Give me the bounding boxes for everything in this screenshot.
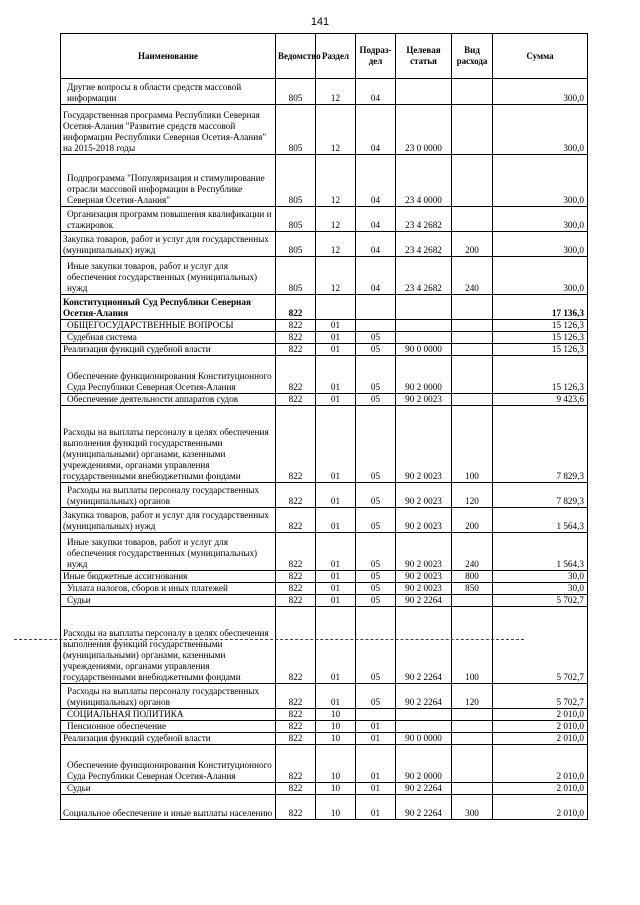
row-subsection: 05 [356,483,396,508]
row-expense-type: 100 [452,607,493,684]
header-dept: Ведомство [276,34,316,79]
table-row [61,105,588,155]
row-subsection: 05 [356,607,396,684]
header-section: Раздел [316,34,356,79]
row-section: 10 [316,733,356,745]
row-dept: 822 [276,783,316,795]
row-article [396,721,452,733]
row-article: 90 2 0023 [396,508,452,533]
header-article: Целевая статья [396,34,452,79]
table-row [61,155,588,207]
row-sum: 300,0 [493,105,588,155]
row-expense-type [452,295,493,320]
row-article [396,79,452,105]
row-dept: 805 [276,105,316,155]
row-article: 90 2 0023 [396,583,452,595]
table-row [61,356,588,394]
row-name: Государственная программа Республики Северная Осетия-Алания "Развитие средств массовой информации Республики Северная Осетия-Алания" на 2015-2018 годы [61,105,276,155]
row-name: Организация программ повышения квалификации и стажировок [61,207,276,232]
row-section: 10 [316,709,356,721]
row-subsection: 01 [356,745,396,783]
row-article [396,295,452,320]
table-row [61,295,588,320]
row-section: 01 [316,583,356,595]
row-section: 01 [316,320,356,332]
row-dept: 822 [276,344,316,356]
row-name: Расходы на выплаты персоналу в целях обеспечения выполнения функций государственными (муниципальными) органами, казенными учреждениями, органами управления государственными внебюджетными фондами [61,607,276,684]
row-name: Иные закупки товаров, работ и услуг для обеспечения государственных (муниципальных) нужд [61,257,276,295]
row-article: 23 4 2682 [396,257,452,295]
row-dept: 822 [276,295,316,320]
row-dept: 822 [276,733,316,745]
row-section: 10 [316,795,356,820]
row-article: 90 2 0023 [396,533,452,571]
row-sum: 2 010,0 [493,709,588,721]
table-row [61,320,588,332]
row-name: СОЦИАЛЬНАЯ ПОЛИТИКА [61,709,276,721]
row-article: 90 2 0023 [396,394,452,406]
row-article: 90 2 2264 [396,595,452,607]
row-sum: 2 010,0 [493,745,588,783]
row-section: 12 [316,232,356,257]
header-sum: Сумма [493,34,588,79]
row-section: 12 [316,257,356,295]
table-row [61,207,588,232]
table-row [61,483,588,508]
row-article [396,709,452,721]
table-row [61,721,588,733]
row-section: 10 [316,783,356,795]
row-dept: 822 [276,595,316,607]
row-name: Обеспечение функционирования Конституционного Суда Республики Северная Осетия-Алания [61,356,276,394]
table-row [61,394,588,406]
row-sum: 300,0 [493,257,588,295]
row-sum: 2 010,0 [493,721,588,733]
row-sum: 15 126,3 [493,320,588,332]
row-name: Реализация функций судебной власти [61,344,276,356]
row-expense-type [452,356,493,394]
row-section: 01 [316,483,356,508]
row-expense-type: 120 [452,684,493,709]
row-subsection: 01 [356,795,396,820]
row-sum: 2 010,0 [493,795,588,820]
table-row [61,795,588,820]
row-name: Закупка товаров, работ и услуг для государственных (муниципальных) нужд [61,508,276,533]
row-section: 12 [316,105,356,155]
row-dept: 805 [276,207,316,232]
row-name: Конституционный Суд Республики Северная Осетия-Алания [61,295,276,320]
row-section: 01 [316,607,356,684]
row-article: 23 4 2682 [396,207,452,232]
row-subsection: 04 [356,79,396,105]
table-row [61,332,588,344]
row-name: Социальное обеспечение и иные выплаты населению [61,795,276,820]
row-expense-type [452,79,493,105]
row-dept: 822 [276,483,316,508]
row-article: 90 0 0000 [396,344,452,356]
row-section: 01 [316,533,356,571]
budget-table [60,33,588,820]
row-sum: 9 423,6 [493,394,588,406]
header-expense-type: Вид расхода [452,34,493,79]
row-expense-type [452,709,493,721]
table-row [61,508,588,533]
row-expense-type [452,155,493,207]
table-row [61,571,588,583]
row-article [396,332,452,344]
row-dept: 822 [276,320,316,332]
row-name: Другие вопросы в области средств массовой информации [61,79,276,105]
row-dept: 805 [276,79,316,105]
row-article: 90 2 2264 [396,795,452,820]
row-subsection: 05 [356,344,396,356]
row-expense-type: 240 [452,533,493,571]
row-sum: 17 136,3 [493,295,588,320]
row-subsection [356,320,396,332]
row-dept: 822 [276,607,316,684]
row-subsection [356,295,396,320]
table-row [61,709,588,721]
row-expense-type [452,344,493,356]
row-sum: 30,0 [493,583,588,595]
table-row [61,533,588,571]
row-subsection: 05 [356,595,396,607]
row-article: 90 2 2264 [396,783,452,795]
row-section: 01 [316,332,356,344]
row-name: Расходы на выплаты персоналу в целях обеспечения выполнения функций государственными (муниципальными) органами, казенными учреждениями, органами управления государственными внебюджетными фондами [61,406,276,483]
row-sum: 1 564,3 [493,533,588,571]
row-sum: 300,0 [493,155,588,207]
row-sum: 2 010,0 [493,783,588,795]
row-sum: 1 564,3 [493,508,588,533]
row-dept: 822 [276,795,316,820]
row-expense-type: 200 [452,232,493,257]
row-subsection: 01 [356,733,396,745]
row-name: Реализация функций судебной власти [61,733,276,745]
row-subsection: 05 [356,571,396,583]
row-sum: 30,0 [493,571,588,583]
row-article: 90 2 0023 [396,406,452,483]
row-name: Судьи [61,595,276,607]
row-expense-type: 850 [452,583,493,595]
row-subsection: 05 [356,533,396,571]
row-article: 23 0 0000 [396,105,452,155]
row-expense-type: 240 [452,257,493,295]
table-row [61,607,588,684]
table-row [61,344,588,356]
table-row [61,232,588,257]
row-expense-type: 300 [452,795,493,820]
row-subsection: 04 [356,207,396,232]
header-row [61,34,588,79]
row-section: 12 [316,155,356,207]
row-article [396,320,452,332]
row-dept: 822 [276,721,316,733]
row-expense-type [452,721,493,733]
row-expense-type [452,320,493,332]
row-dept: 822 [276,332,316,344]
row-dept: 822 [276,356,316,394]
row-expense-type [452,105,493,155]
row-dept: 822 [276,406,316,483]
row-sum: 300,0 [493,232,588,257]
row-sum: 5 702,7 [493,684,588,709]
table-row [61,745,588,783]
row-section: 01 [316,344,356,356]
row-dept: 805 [276,257,316,295]
row-sum: 5 702,7 [493,607,588,684]
row-article: 90 2 0000 [396,356,452,394]
row-sum: 5 702,7 [493,595,588,607]
row-article: 90 2 2264 [396,607,452,684]
row-dept: 822 [276,745,316,783]
table-row [61,733,588,745]
row-dept: 822 [276,508,316,533]
row-name: Пенсионное обеспечение [61,721,276,733]
row-dept: 822 [276,394,316,406]
table-row [61,684,588,709]
row-subsection [356,709,396,721]
row-section: 01 [316,684,356,709]
row-name: Уплата налогов, сборов и иных платежей [61,583,276,595]
row-name: Подпрограмма "Популяризация и стимулирование отрасли массовой информации в Республике Северная Осетия-Алания" [61,155,276,207]
row-name: Обеспечение функционирования Конституционного Суда Республики Северная Осетия-Алания [61,745,276,783]
row-dept: 805 [276,155,316,207]
row-section: 01 [316,406,356,483]
row-name: Расходы на выплаты персоналу государственных (муниципальных) органов [61,483,276,508]
row-sum: 7 829,3 [493,483,588,508]
row-subsection: 05 [356,508,396,533]
row-name: Судьи [61,783,276,795]
dashed-divider [14,639,524,640]
header-name: Наименование [61,34,276,79]
row-subsection: 05 [356,356,396,394]
row-sum: 7 829,3 [493,406,588,483]
row-subsection: 04 [356,257,396,295]
row-dept: 822 [276,709,316,721]
table-row [61,257,588,295]
row-expense-type: 120 [452,483,493,508]
row-section [316,295,356,320]
page-number: 141 [310,16,330,28]
row-sum: 15 126,3 [493,332,588,344]
row-section: 12 [316,207,356,232]
row-name: Иные бюджетные ассигнования [61,571,276,583]
row-subsection: 05 [356,394,396,406]
row-name: ОБЩЕГОСУДАРСТВЕННЫЕ ВОПРОСЫ [61,320,276,332]
row-section: 10 [316,745,356,783]
row-subsection: 01 [356,783,396,795]
row-sum: 300,0 [493,207,588,232]
row-expense-type [452,745,493,783]
row-subsection: 01 [356,721,396,733]
table-row [61,79,588,105]
row-sum: 300,0 [493,79,588,105]
row-section: 10 [316,721,356,733]
row-section: 01 [316,356,356,394]
row-article: 90 2 2264 [396,684,452,709]
row-name: Иные закупки товаров, работ и услуг для обеспечения государственных (муниципальных) нужд [61,533,276,571]
row-expense-type [452,207,493,232]
row-dept: 805 [276,232,316,257]
table-row [61,583,588,595]
row-subsection: 05 [356,332,396,344]
row-expense-type [452,394,493,406]
row-subsection: 05 [356,684,396,709]
row-subsection: 05 [356,406,396,483]
row-sum: 15 126,3 [493,344,588,356]
row-name: Расходы на выплаты персоналу государственных (муниципальных) органов [61,684,276,709]
row-section: 01 [316,595,356,607]
row-expense-type [452,332,493,344]
row-name: Закупка товаров, работ и услуг для государственных (муниципальных) нужд [61,232,276,257]
row-article: 90 2 0000 [396,745,452,783]
row-expense-type: 800 [452,571,493,583]
row-subsection: 05 [356,583,396,595]
row-section: 01 [316,508,356,533]
row-subsection: 04 [356,155,396,207]
row-dept: 822 [276,571,316,583]
row-dept: 822 [276,533,316,571]
row-dept: 822 [276,684,316,709]
row-expense-type [452,783,493,795]
row-name: Судебная система [61,332,276,344]
row-expense-type: 100 [452,406,493,483]
row-expense-type [452,733,493,745]
row-article: 23 4 0000 [396,155,452,207]
row-article: 90 2 0023 [396,571,452,583]
table-row [61,406,588,483]
row-section: 12 [316,79,356,105]
row-subsection: 04 [356,232,396,257]
row-sum: 2 010,0 [493,733,588,745]
row-name: Обеспечение деятельности аппаратов судов [61,394,276,406]
row-section: 01 [316,571,356,583]
row-dept: 822 [276,583,316,595]
row-expense-type: 200 [452,508,493,533]
table-body [61,79,588,820]
row-subsection: 04 [356,105,396,155]
table-row [61,595,588,607]
row-expense-type [452,595,493,607]
row-article: 90 2 0023 [396,483,452,508]
table-row [61,783,588,795]
row-sum: 15 126,3 [493,356,588,394]
header-subsection: Подраз-дел [356,34,396,79]
row-article: 23 4 2682 [396,232,452,257]
row-article: 90 0 0000 [396,733,452,745]
row-section: 01 [316,394,356,406]
